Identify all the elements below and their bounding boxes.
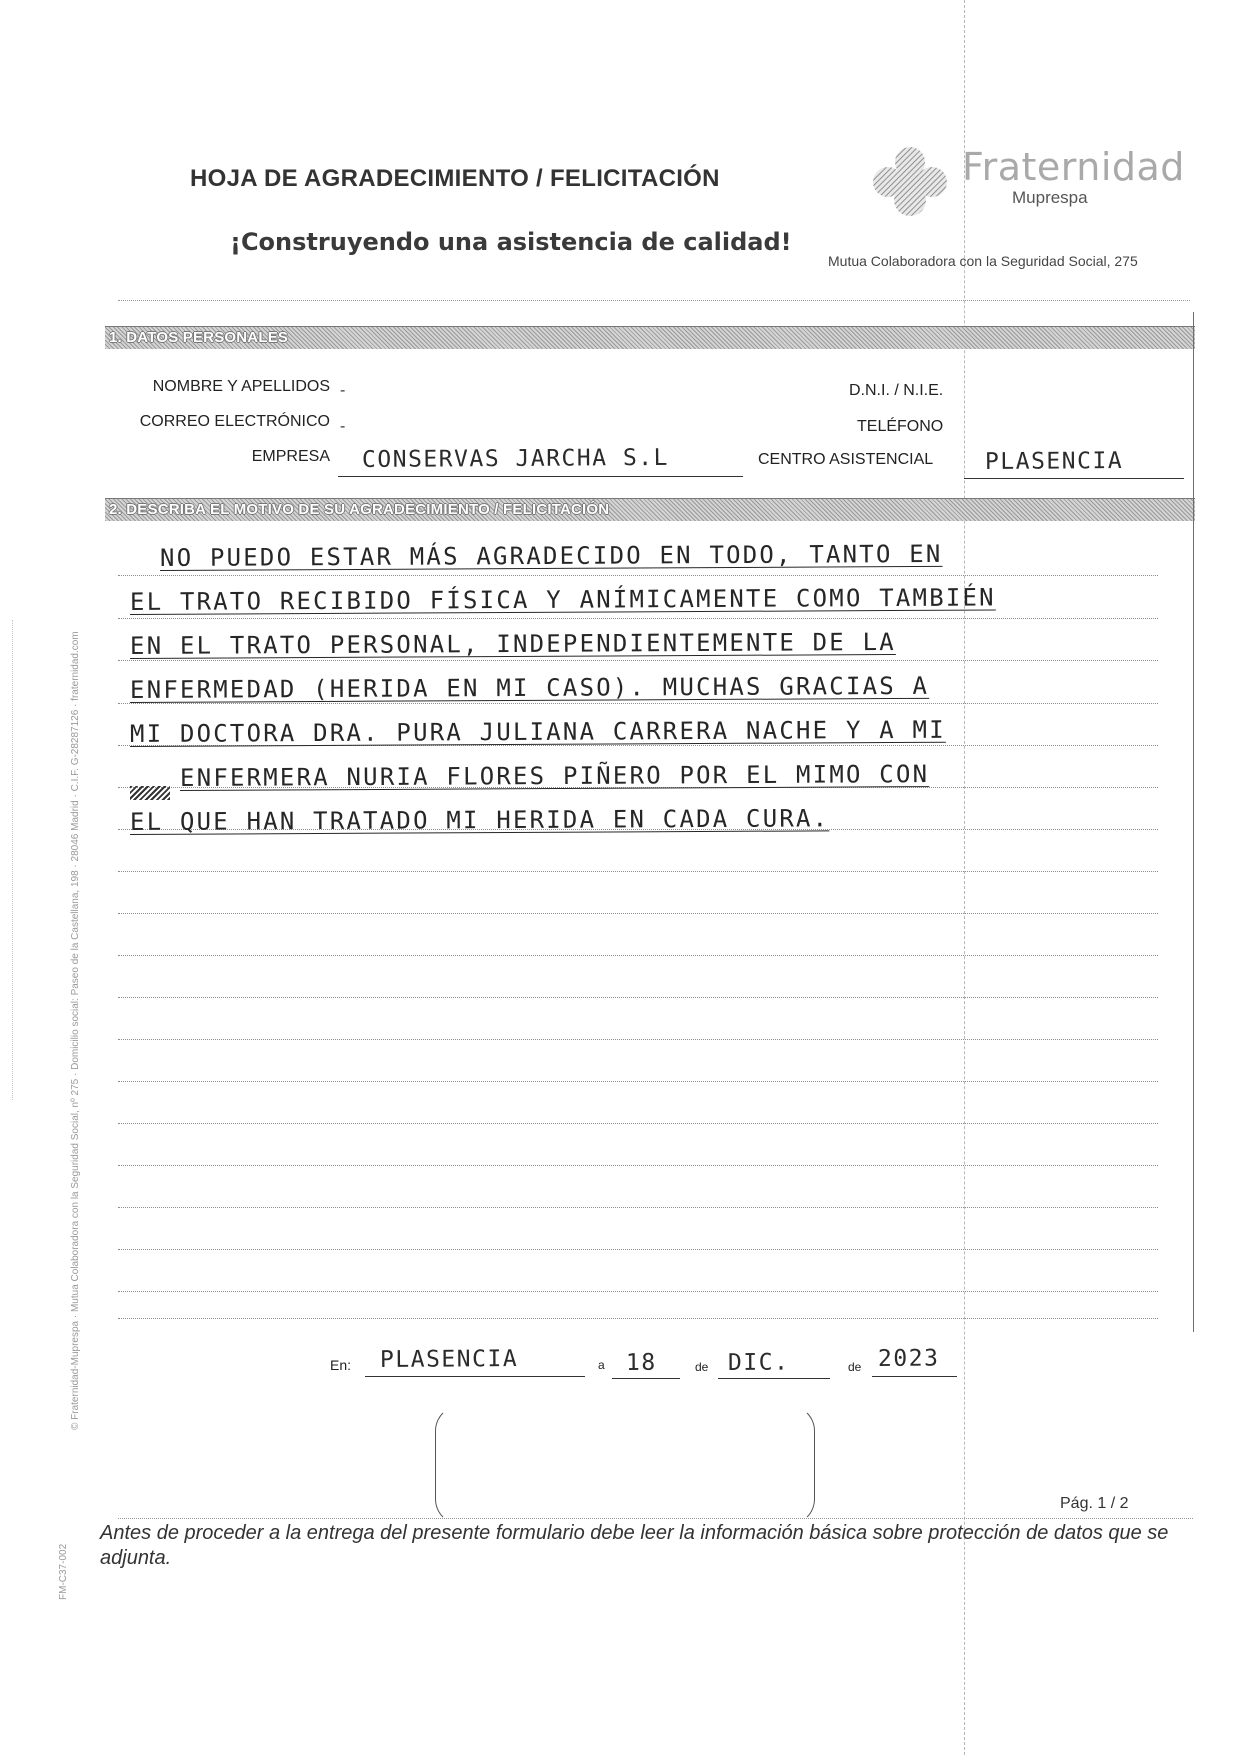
- scribble-mark: [130, 786, 170, 800]
- ruled-line: [118, 660, 1158, 661]
- message-line-6: ENFERMERA NURIA FLORES PIÑERO POR EL MIMO CON: [179, 760, 930, 792]
- empresa-label: EMPRESA: [251, 448, 330, 465]
- nombre-label: NOMBRE Y APELLIDOS: [152, 378, 330, 395]
- ruled-line: [118, 1039, 1158, 1040]
- ruled-line: [118, 1291, 1158, 1292]
- form-code: FM-C37-002: [58, 1543, 69, 1600]
- ruled-line: [118, 913, 1158, 914]
- date-de2-label: de: [848, 1360, 862, 1374]
- centro-label: CENTRO ASISTENCIAL: [758, 451, 934, 468]
- ruled-line: [118, 1207, 1158, 1208]
- message-line-1: NO PUEDO ESTAR MÁS AGRADECIDO EN TODO, TANTO EN: [159, 539, 943, 572]
- message-line-2: EL TRATO RECIBIDO FÍSICA Y ANÍMICAMENTE COMO TAMBIÉN: [129, 583, 996, 616]
- brand-subname: Muprespa: [1012, 188, 1088, 207]
- ruled-line: [118, 997, 1158, 998]
- form-frame-right: [1193, 312, 1194, 1332]
- brand-name: Fraternidad: [962, 145, 1185, 189]
- message-line-5: MI DOCTORA DRA. PURA JULIANA CARRERA NACHE Y A MI: [129, 715, 946, 748]
- fraternidad-logo-icon: [860, 142, 960, 222]
- correo-value[interactable]: -: [340, 418, 346, 435]
- correo-label: CORREO ELECTRÓNICO: [139, 413, 330, 430]
- ruled-line: [118, 618, 1158, 619]
- signature-box[interactable]: [435, 1405, 815, 1525]
- page-subtitle: ¡Construyendo una asistencia de calidad!: [230, 228, 792, 256]
- centro-underline: [964, 478, 1184, 479]
- date-year-underline: [872, 1376, 957, 1377]
- telefono-label: TELÉFONO: [857, 418, 944, 435]
- mutua-caption: Mutua Colaboradora con la Seguridad Social, 275: [828, 253, 1138, 269]
- section-personal-header: [105, 326, 1195, 349]
- date-month-underline: [718, 1378, 830, 1379]
- data-protection-notice: Antes de proceder a la entrega del presente formulario debe leer la información básica sobre protección de datos que se adjunta.: [100, 1522, 1169, 1569]
- ruled-line: [118, 1165, 1158, 1166]
- section-motivo-title: 2. DESCRIBA EL MOTIVO DE SU AGRADECIMIENTO / FELICITACIÓN: [109, 501, 610, 518]
- date-day-underline: [612, 1378, 680, 1379]
- date-place-underline: [365, 1376, 585, 1377]
- message-line-3: EN EL TRATO PERSONAL, INDEPENDIENTEMENTE DE LA: [129, 627, 896, 660]
- empresa-underline: [338, 476, 743, 477]
- date-en-label: En:: [330, 1357, 352, 1373]
- ruled-line: [118, 575, 1158, 576]
- date-year[interactable]: 2023: [877, 1345, 940, 1372]
- date-de-label: de: [695, 1360, 709, 1374]
- side-legal-text: © Fraternidad-Muprespa · Mutua Colaboradora con la Seguridad Social, nº 275 · Domicilio social: Paseo de la Castellana, 198 · 28046 Madrid · C.I.F. G-28287126 · fraternidad.com: [70, 631, 81, 1430]
- ruled-line: [118, 1123, 1158, 1124]
- date-day[interactable]: 18: [625, 1349, 657, 1376]
- ruled-line: [118, 955, 1158, 956]
- scan-edge-mark: [12, 620, 14, 1100]
- ruled-line: [118, 1081, 1158, 1082]
- ruled-line: [118, 1318, 1158, 1319]
- ruled-line: [118, 871, 1158, 872]
- date-a-label: a: [598, 1358, 605, 1372]
- centro-value[interactable]: PLASENCIA: [984, 448, 1124, 475]
- date-month[interactable]: DIC.: [727, 1349, 790, 1376]
- nombre-value[interactable]: -: [340, 382, 346, 399]
- header-divider: [118, 300, 1190, 301]
- section-personal-title: 1. DATOS PERSONALES: [109, 329, 289, 346]
- section-motivo-header: [105, 498, 1195, 521]
- message-line-7: EL QUE HAN TRATADO MI HERIDA EN CADA CURA.: [129, 804, 830, 836]
- form-frame-bottom: [118, 1518, 1193, 1519]
- page-title: HOJA DE AGRADECIMIENTO / FELICITACIÓN: [190, 165, 720, 192]
- message-line-4: ENFERMEDAD (HERIDA EN MI CASO). MUCHAS GRACIAS A: [129, 671, 930, 704]
- page-number: Pág. 1 / 2: [1060, 1495, 1129, 1512]
- dni-label: D.N.I. / N.I.E.: [849, 382, 944, 399]
- ruled-line: [118, 1249, 1158, 1250]
- empresa-value[interactable]: CONSERVAS JARCHA S.L: [361, 444, 670, 473]
- date-place[interactable]: PLASENCIA: [379, 1346, 519, 1373]
